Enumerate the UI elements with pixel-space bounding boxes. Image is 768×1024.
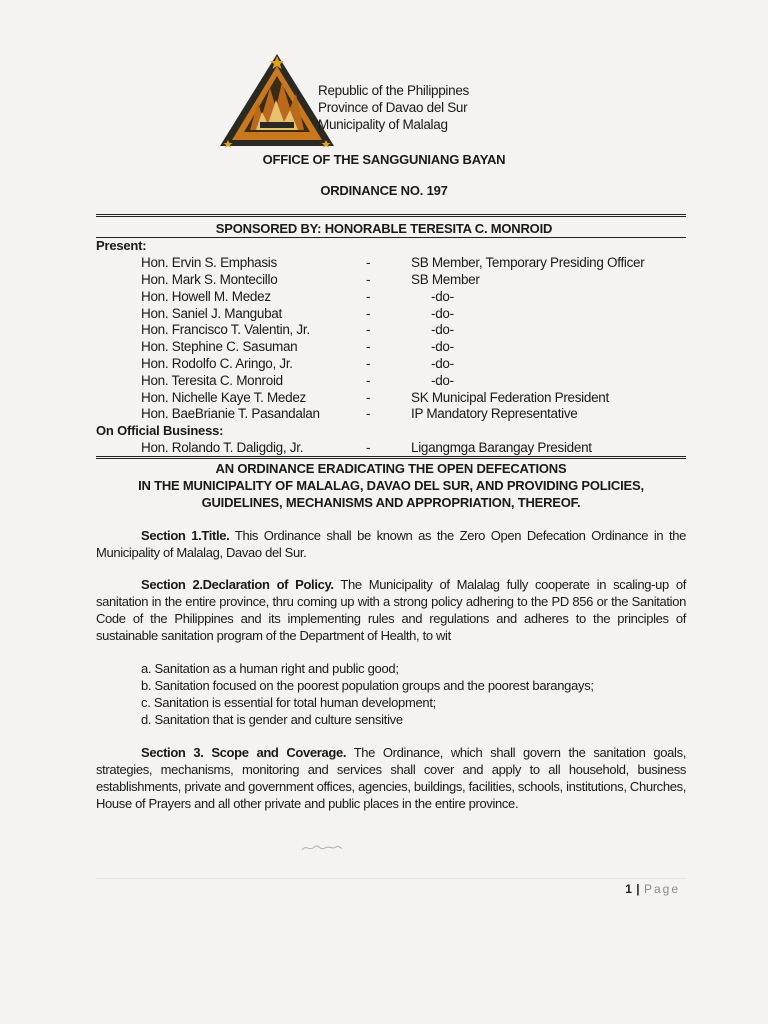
member-name: Hon. Francisco T. Valentin, Jr. <box>141 322 310 337</box>
sponsor-line: SPONSORED BY: HONORABLE TERESITA C. MONROID <box>215 221 553 236</box>
official-business-label: On Official Business: <box>96 423 224 438</box>
member-row <box>0 390 768 407</box>
section-3-heading: Section 3. Scope and Coverage. <box>141 745 347 760</box>
member-dash: - <box>366 339 371 354</box>
list-item: d. Sanitation that is gender and culture sensitive <box>141 712 403 727</box>
member-dash: - <box>366 356 371 371</box>
member-name: Hon. Howell M. Medez <box>141 289 271 304</box>
member-name: Hon. Saniel J. Mangubat <box>141 306 282 321</box>
member-dash: - <box>366 322 371 337</box>
member-role: IP Mandatory Representative <box>411 406 578 421</box>
member-name: Hon. Ervin S. Emphasis <box>141 255 277 270</box>
member-row <box>0 440 768 457</box>
member-row <box>0 373 768 390</box>
member-dash: - <box>366 390 371 405</box>
member-dash: - <box>366 289 371 304</box>
member-name: Hon. Mark S. Montecillo <box>141 272 278 287</box>
member-row <box>0 406 768 423</box>
letterhead-country: Republic of the Philippines <box>318 83 469 98</box>
letterhead-province: Province of Davao del Sur <box>318 100 468 115</box>
member-role: -do- <box>431 339 454 354</box>
member-name: Hon. Stephine C. Sasuman <box>141 339 298 354</box>
ordinance-number: ORDINANCE NO. 197 <box>320 183 448 198</box>
page-footer <box>625 882 680 896</box>
member-role: SB Member <box>411 272 480 287</box>
ordinance-title-line: IN THE MUNICIPALITY OF MALALAG, DAVAO DEL SUR, AND PROVIDING POLICIES, <box>138 478 644 493</box>
letterhead-municipality: Municipality of Malalag <box>318 117 448 132</box>
ordinance-title-line: GUIDELINES, MECHANISMS AND APPROPRIATION, THEREOF. <box>201 495 581 510</box>
member-dash: - <box>366 255 371 270</box>
list-item: c. Sanitation is essential for total human development; <box>141 695 436 710</box>
ordinance-title-line: AN ORDINANCE ERADICATING THE OPEN DEFECATIONS <box>215 461 567 476</box>
member-dash: - <box>366 406 371 421</box>
section-1-paragraph <box>96 527 686 561</box>
member-name: Hon. Nichelle Kaye T. Medez <box>141 390 306 405</box>
member-role: -do- <box>431 373 454 388</box>
footer-rule <box>96 878 686 879</box>
member-name: Hon. Rolando T. Daligdig, Jr. <box>141 440 304 455</box>
member-dash: - <box>366 272 371 287</box>
divider-bottom <box>96 456 686 459</box>
office-title: OFFICE OF THE SANGGUNIANG BAYAN <box>262 152 506 167</box>
list-item: a. Sanitation as a human right and public good; <box>141 661 399 676</box>
divider-sponsor <box>96 237 686 238</box>
member-dash: - <box>366 306 371 321</box>
principles-list <box>141 660 686 728</box>
member-name: Hon. Rodolfo C. Aringo, Jr. <box>141 356 293 371</box>
section-1-text: This Ordinance shall be known as the Zero Open Defecation Ordinance in the Municipality of Malalag, Davao del Sur. <box>96 528 686 560</box>
divider-top <box>96 214 686 217</box>
section-2-heading: Section 2.Declaration of Policy. <box>141 577 334 592</box>
section-2-text: The Municipality of Malalag fully cooperate in scaling-up of sanitation in the entire province, thru coming up with a strong policy adhering to the PD 856 or the Sanitation Code of the Philippines and its implementing rules and regulations and adheres to the principles of sustainable sanitation program of the Department of Health, to wit <box>96 577 686 643</box>
member-row <box>0 255 768 272</box>
member-role: -do- <box>431 322 454 337</box>
member-row <box>0 272 768 289</box>
member-role: -do- <box>431 356 454 371</box>
member-row <box>0 356 768 373</box>
section-3-paragraph <box>96 744 686 812</box>
page-number: 1 <box>625 882 633 896</box>
page-word: Page <box>643 882 680 896</box>
section-2-paragraph <box>96 576 686 644</box>
member-role: SB Member, Temporary Presiding Officer <box>411 255 645 270</box>
member-name: Hon. BaeBrianie T. Pasandalan <box>141 406 320 421</box>
member-dash: - <box>366 440 371 455</box>
member-role: -do- <box>431 289 454 304</box>
member-role: Ligangmga Barangay President <box>411 440 592 455</box>
section-3-text: The Ordinance, which shall govern the sanitation goals, strategies, mechanisms, monitoring and services shall cover and apply to all household, business establishments, private and government offices, agencies, buildings, facilities, schools, institutions, Churches, House of Prayers and all other private and public places in the entire province. <box>96 745 686 811</box>
member-row <box>0 289 768 306</box>
letterhead <box>318 82 469 133</box>
member-role: -do- <box>431 306 454 321</box>
member-dash: - <box>366 373 371 388</box>
member-row <box>0 322 768 339</box>
member-name: Hon. Teresita C. Monroid <box>141 373 283 388</box>
ordinance-title <box>96 460 686 511</box>
section-1-heading: Section 1.Title. <box>141 528 230 543</box>
member-role: SK Municipal Federation President <box>411 390 609 405</box>
page-separator: | <box>636 882 641 896</box>
member-row <box>0 339 768 356</box>
initials-scribble <box>300 840 344 856</box>
member-row <box>0 306 768 323</box>
present-label: Present: <box>96 238 147 253</box>
list-item: b. Sanitation focused on the poorest population groups and the poorest barangays; <box>141 678 594 693</box>
